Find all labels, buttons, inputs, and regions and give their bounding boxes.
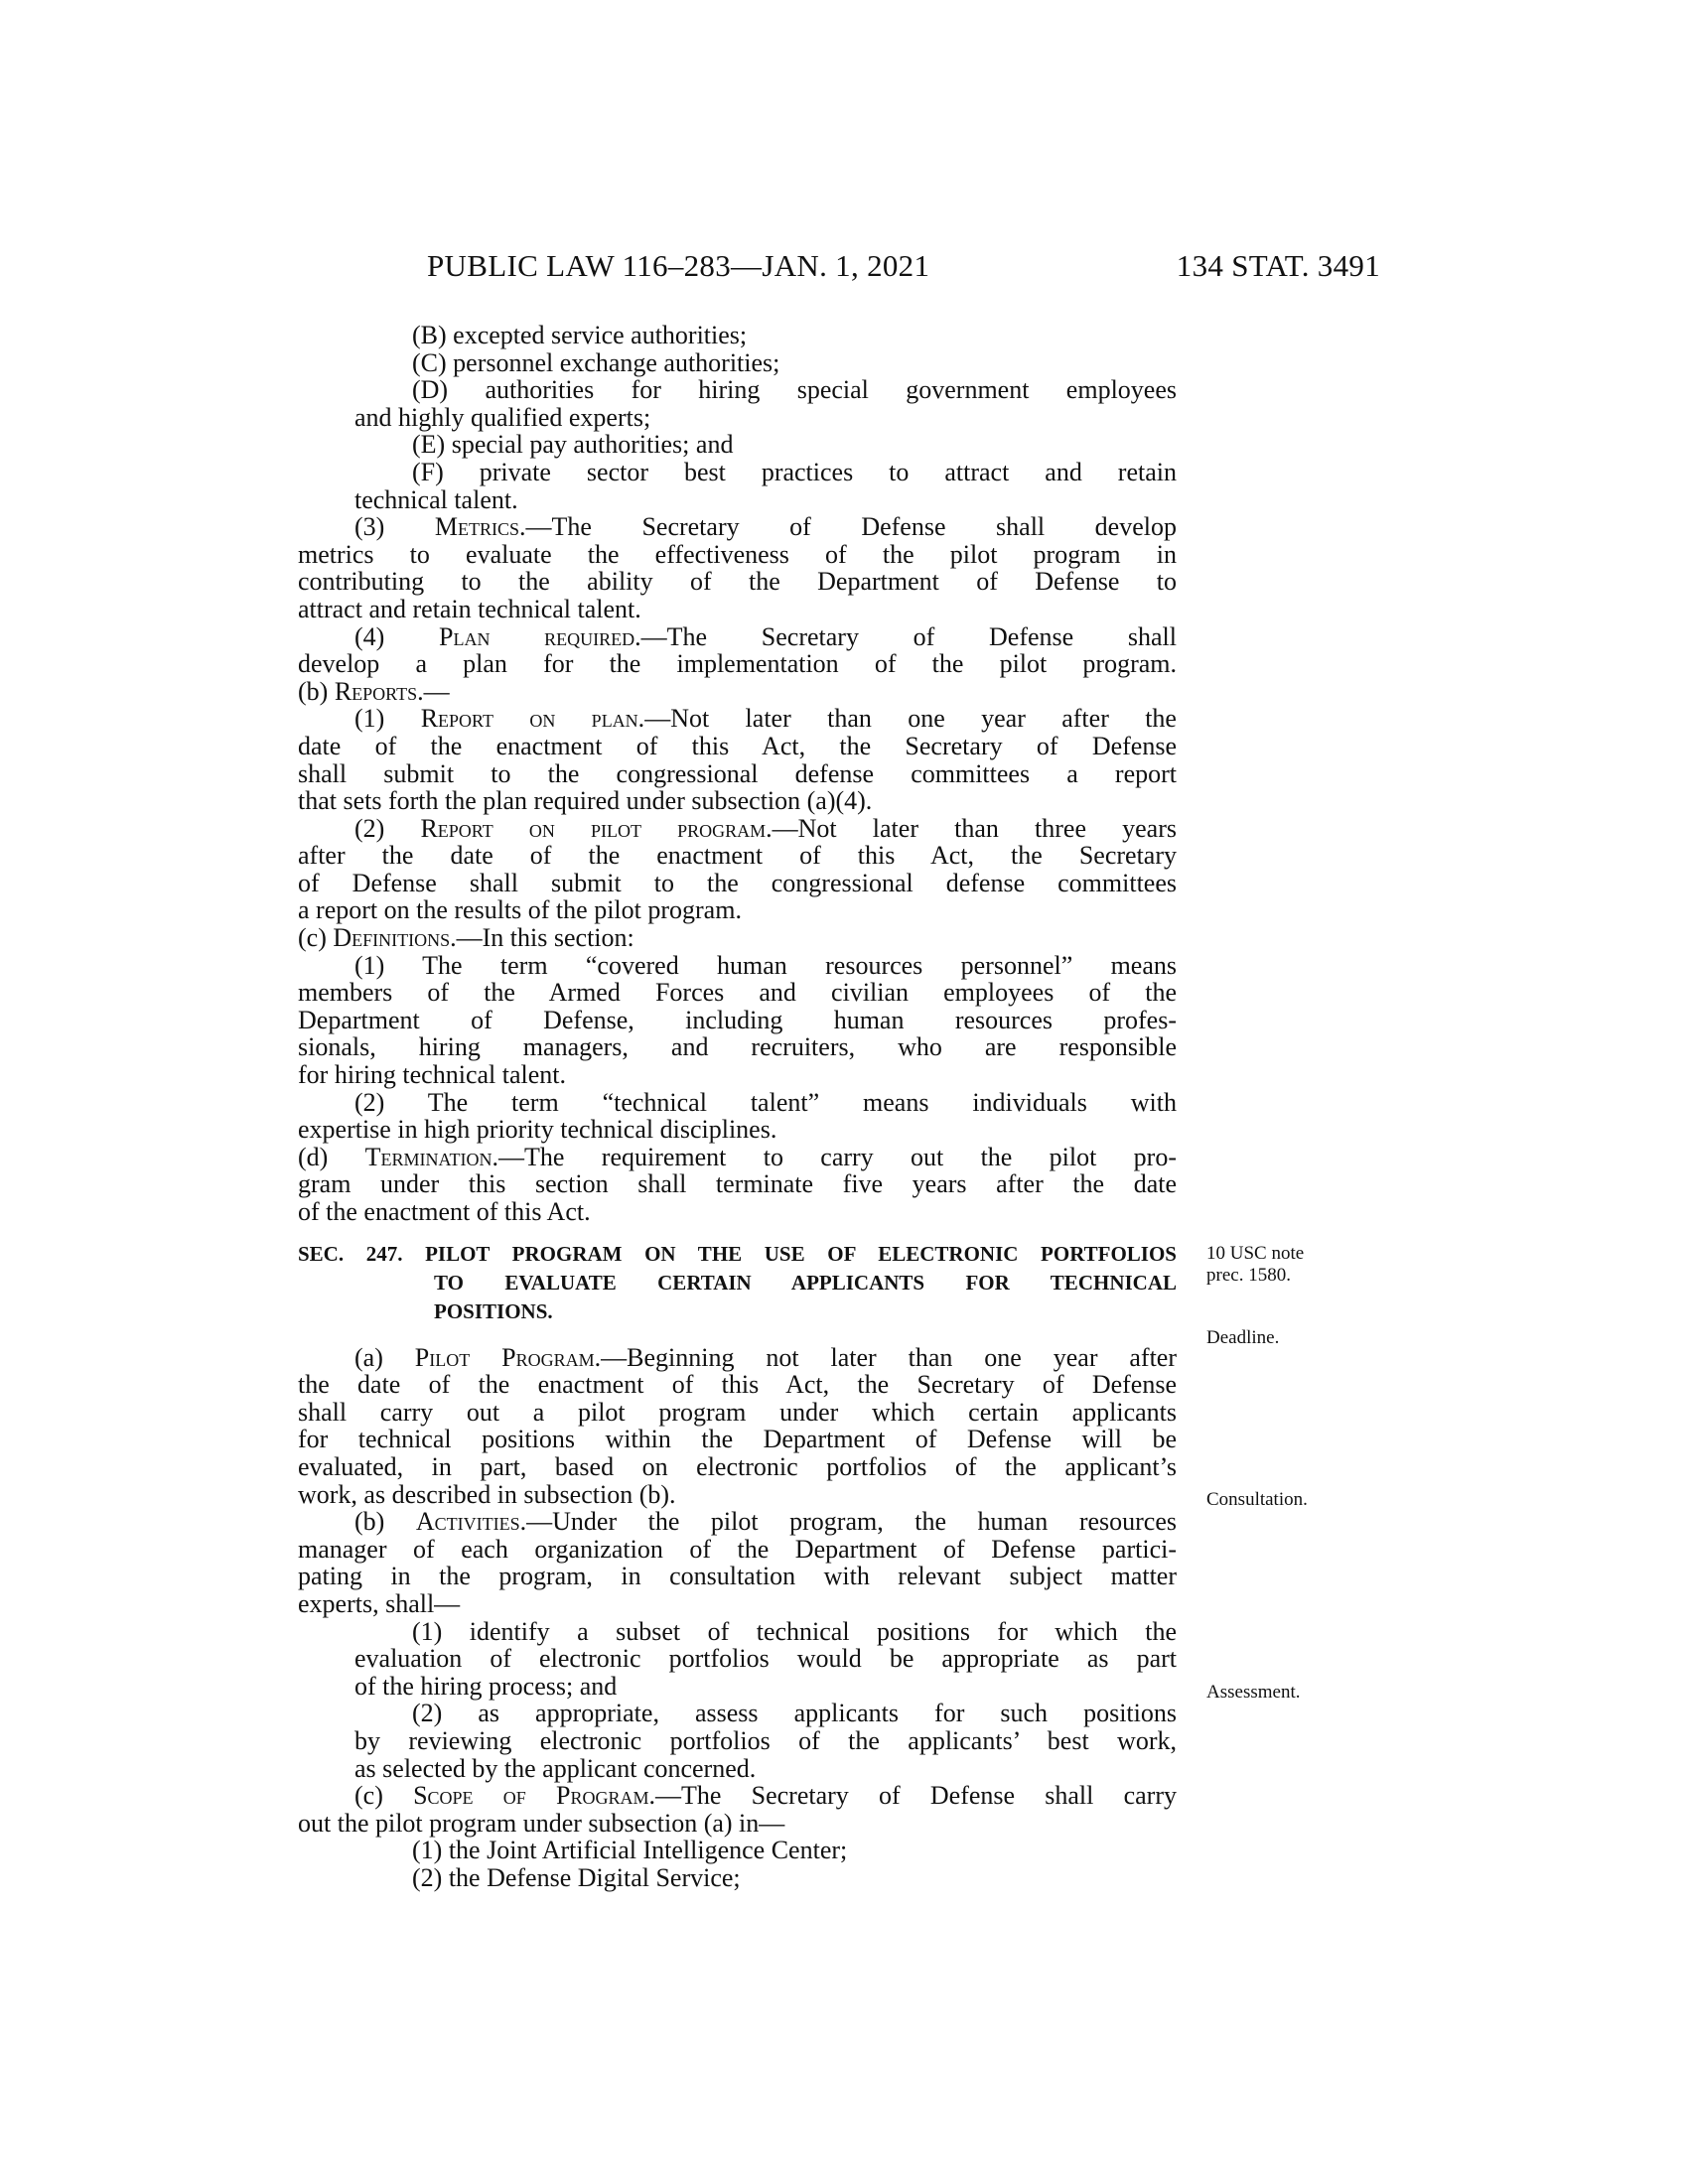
section-title-line: TO EVALUATE CERTAIN APPLICANTS FOR TECHNICAL xyxy=(434,1270,1177,1295)
text-line: (F) private sector best practices to attract and retain xyxy=(412,457,1177,486)
text-line: (E) special pay authorities; and xyxy=(412,430,734,460)
paragraph-heading: Plan required. xyxy=(439,621,641,651)
text-line: pating in the program, in consultation with relevant subject matter xyxy=(298,1562,1177,1591)
subsection-heading-line: (c) Scope of Program.—The Secretary of Defense shall carry xyxy=(354,1781,1177,1811)
subsection-heading: Activities. xyxy=(415,1507,527,1537)
margin-note-assessment: Assessment. xyxy=(1206,1682,1301,1703)
paragraph-heading: Metrics. xyxy=(434,512,526,542)
text-line: (1) identify a subset of technical positions for which the xyxy=(412,1616,1177,1646)
text-line: (1) The term “covered human resources personnel” means xyxy=(354,950,1177,980)
text-line: work, as described in subsection (b). xyxy=(298,1479,676,1509)
paragraph-heading-line: (3) Metrics.—The Secretary of Defense shall develop xyxy=(354,512,1177,542)
section-title-line: POSITIONS. xyxy=(434,1298,553,1323)
text-line: evaluation of electronic portfolios would be appropriate as part xyxy=(354,1644,1177,1674)
text-line: shall carry out a pilot program under which certain applicants xyxy=(298,1397,1177,1427)
statute-text xyxy=(298,322,1177,1891)
text-line: for technical positions within the Department of Defense will be xyxy=(298,1425,1177,1454)
subsection-heading-line: (a) Pilot Program.—Beginning not later than one year after xyxy=(354,1342,1178,1372)
text-line: (B) excepted service authorities; xyxy=(412,321,748,349)
text-line: members of the Armed Forces and civilian employees of the xyxy=(298,978,1177,1008)
text-line: metrics to evaluate the effectiveness of the pilot program in xyxy=(298,539,1177,569)
margin-note-usc: 10 USC note prec. 1580. xyxy=(1206,1243,1305,1286)
margin-note-deadline: Deadline. xyxy=(1206,1327,1280,1348)
text-line: as selected by the applicant concerned. xyxy=(354,1753,757,1783)
subsection-heading-line: (c) Definitions.—In this section: xyxy=(298,923,634,953)
text-line: technical talent. xyxy=(354,484,518,514)
subsection-heading: Pilot Program. xyxy=(414,1342,602,1372)
paragraph-heading-line: (4) Plan required.—The Secretary of Defense shall xyxy=(354,621,1177,651)
text-line: of Defense shall submit to the congressional defense committees xyxy=(298,868,1177,897)
text-line: (1) the Joint Artificial Intelligence Center; xyxy=(412,1836,848,1865)
text-line: the date of the enactment of this Act, the Secretary of Defense xyxy=(298,1370,1177,1400)
text-line: manager of each organization of the Department of Defense partici- xyxy=(298,1534,1177,1564)
page-header xyxy=(427,248,1380,288)
text-line: that sets forth the plan required under subsection (a)(4). xyxy=(298,786,873,816)
text-line: of the enactment of this Act. xyxy=(298,1197,591,1226)
running-head: PUBLIC LAW 116–283—JAN. 1, 2021 xyxy=(427,248,930,283)
subsection-heading-line: (d) Termination.—The requirement to carry out the pilot pro- xyxy=(298,1142,1177,1171)
text-line: sionals, hiring managers, and recruiters, who are responsible xyxy=(298,1032,1177,1062)
text-line: by reviewing electronic portfolios of the applicants’ best work, xyxy=(354,1725,1177,1755)
section-title-line: SEC. 247. PILOT PROGRAM ON THE USE OF ELECTRONIC PORTFOLIOS xyxy=(298,1241,1177,1266)
text-line: date of the enactment of this Act, the Secretary of Defense xyxy=(298,731,1177,760)
text-line: out the pilot program under subsection (a) in— xyxy=(298,1808,785,1838)
subsection-heading-line: (b) Reports.— xyxy=(298,676,450,706)
text-line: experts, shall— xyxy=(298,1588,461,1618)
paragraph-heading: Report on plan. xyxy=(420,704,645,734)
stat-page-number: 134 STAT. 3491 xyxy=(1176,248,1380,283)
text-line: (2) the Defense Digital Service; xyxy=(412,1862,741,1892)
text-line: after the date of the enactment of this Act, the Secretary xyxy=(298,841,1177,871)
section-heading xyxy=(298,1240,1177,1326)
subsection-heading: Reports. xyxy=(334,676,424,706)
text-line: evaluated, in part, based on electronic portfolios of the applicant’s xyxy=(298,1451,1177,1481)
margin-note-consultation: Consultation. xyxy=(1206,1489,1308,1510)
subsection-heading: Definitions. xyxy=(333,923,457,953)
text-line: (2) The term “technical talent” means individuals with xyxy=(354,1087,1177,1117)
text-line: a report on the results of the pilot program. xyxy=(298,895,742,925)
text-line: of the hiring process; and xyxy=(354,1671,618,1701)
paragraph-heading-line: (2) Report on pilot program.—Not later than three years xyxy=(354,813,1177,843)
text-line: gram under this section shall terminate five years after the date xyxy=(298,1169,1177,1199)
text-line: and highly qualified experts; xyxy=(354,402,651,432)
text-line: expertise in high priority technical disciplines. xyxy=(298,1115,777,1145)
paragraph-heading: Report on pilot program. xyxy=(420,813,773,843)
text-line: develop a plan for the implementation of the pilot program. xyxy=(298,649,1177,679)
text-line: shall submit to the congressional defense committees a report xyxy=(298,758,1177,788)
text-line: contributing to the ability of the Department of Defense to xyxy=(298,567,1177,597)
subsection-heading: Termination. xyxy=(364,1142,499,1171)
text-line: (2) as appropriate, assess applicants for such positions xyxy=(412,1699,1177,1728)
text-line: attract and retain technical talent. xyxy=(298,594,641,623)
text-line: (C) personnel exchange authorities; xyxy=(412,347,780,377)
subsection-heading: Scope of Program. xyxy=(413,1781,655,1811)
text-line: (D) authorities for hiring special government employees xyxy=(412,375,1177,405)
text-line: for hiring technical talent. xyxy=(298,1060,567,1090)
paragraph-heading-line: (1) Report on plan.—Not later than one year after the xyxy=(354,704,1177,734)
subsection-heading-line: (b) Activities.—Under the pilot program, the human resources xyxy=(354,1507,1177,1537)
text-line: Department of Defense, including human resources profes- xyxy=(298,1005,1177,1034)
